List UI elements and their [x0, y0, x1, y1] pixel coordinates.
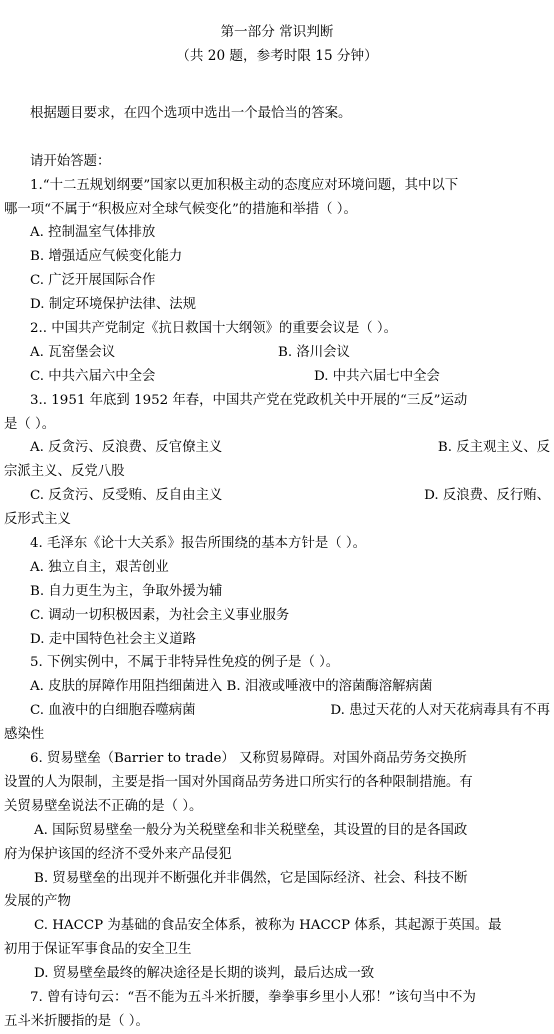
option-d: D. 中共六届七中全会 [314, 368, 440, 384]
option-continuation: 感染性 [4, 727, 45, 743]
instructions-text: 根据题目要求，在四个选项中选出一个最恰当的答案。 [30, 106, 352, 121]
option-row [4, 341, 552, 365]
option-continuation: 初用于保证军事食品的安全卫生 [4, 942, 192, 958]
option-d: D. 走中国特色社会主义道路 [30, 631, 197, 647]
option-d: D. 反浪费、反行贿、 [424, 488, 550, 504]
question-stem-line: 2.. 中国共产党制定《抗日救国十大纲领》的重要会议是（ ）。 [30, 321, 397, 337]
question-stem-line: 五斗米折腰指的是（ ）。 [4, 1013, 149, 1029]
option-c: C. 广泛开展国际合作 [30, 273, 156, 289]
question-stem-line: 6. 贸易壁垒（Barrier to trade） 又称贸易障碍。对国外商品劳务交换所 [30, 751, 467, 767]
option-d: D. 患过天花的人对天花病毒具有不再 [330, 703, 550, 719]
option-c: C. 中共六届六中全会 [30, 368, 156, 384]
question-stem-line: 4. 毛泽东《论十大关系》报告所围绕的基本方针是（ ）。 [30, 536, 366, 552]
section-title: 第一部分 常识判断 [220, 24, 334, 40]
section-heading [0, 21, 554, 68]
start-prompt: 请开始答题： [30, 153, 111, 169]
question-7 [4, 986, 552, 1034]
option-a: A. 国际贸易壁垒一般分为关税壁垒和非关税壁垒，其设置的目的是各国政 [34, 822, 468, 838]
question-3 [4, 389, 552, 532]
question-stem-line: 3.. 1951 年底到 1952 年春，中国共产党在党政机关中开展的“三反”运动 [30, 392, 468, 408]
question-4 [4, 532, 552, 651]
option-continuation: 反形式主义 [4, 512, 71, 528]
option-a: A. 反贪污、反浪费、反官僚主义 [30, 440, 223, 456]
question-2 [4, 317, 552, 389]
question-stem-line: 关贸易壁垒说法不正确的是（ ）。 [4, 798, 203, 814]
option-a: A. 控制温室气体排放 [30, 225, 156, 241]
option-c: C. 反贪污、反受贿、反自由主义 [30, 488, 223, 504]
option-a: A. 独立自主，艰苦创业 [30, 559, 169, 575]
option-d: D. 制定环境保护法律、法规 [30, 297, 197, 313]
option-continuation: 宗派主义、反党八股 [4, 464, 125, 480]
spacer [4, 126, 552, 150]
option-d: D. 贸易壁垒最终的解决途径是长期的谈判，最后达成一致 [34, 966, 375, 982]
option-b: B. 洛川会议 [278, 344, 350, 360]
option-c: C. HACCP 为基础的食品安全体系，被称为 HACCP 体系，其起源于英国。最 [34, 918, 502, 934]
question-stem-line: 5. 下例实例中，不属于非特异性免疫的例子是（ ）。 [30, 655, 340, 671]
section-subtitle: （共 20 题，参考时限 15 分钟） [176, 47, 378, 64]
option-b: B. 增强适应气候变化能力 [30, 249, 183, 265]
option-row: A. 皮肤的屏障作用阻挡细菌进入 B. 泪液或唾液中的溶菌酶溶解病菌 [30, 679, 433, 695]
option-row [4, 436, 552, 460]
question-5 [4, 651, 552, 747]
option-b: B. 自力更生为主，争取外援为辅 [30, 583, 223, 599]
option-b: B. 反主观主义、反 [437, 440, 550, 456]
question-stem-line: 设置的人为限制，主要是指一国对外国商品劳务进口所实行的各种限制措施。有 [4, 774, 473, 790]
question-stem-line: 哪一项“不属于“积极应对全球气候变化”的措施和举措（ ）。 [4, 201, 357, 217]
option-a: A. 瓦窑堡会议 [30, 344, 116, 360]
option-continuation: 府为保护该国的经济不受外来产品侵犯 [4, 846, 232, 862]
option-b: B. 贸易壁垒的出现并不断强化并非偶然，它是国际经济、社会、科技不断 [34, 870, 468, 886]
option-row [4, 699, 552, 723]
question-stem-line: 7. 曾有诗句云：“吾不能为五斗米折腰，拳拳事乡里小人邪！”该句当中不为 [30, 989, 476, 1005]
question-stem-line: 1.“十二五规划纲要”国家以更加积极主动的态度应对环境问题，其中以下 [30, 177, 459, 193]
question-6 [4, 747, 552, 986]
option-row [4, 365, 552, 389]
option-c: C. 血液中的白细胞吞噬病菌 [30, 703, 196, 719]
question-1 [4, 174, 552, 317]
question-stem-line: 是（ ）。 [4, 416, 56, 432]
option-c: C. 调动一切积极因素，为社会主义事业服务 [30, 607, 290, 623]
option-row [4, 484, 552, 508]
document-body [4, 102, 552, 1034]
option-continuation: 发展的产物 [4, 894, 71, 910]
